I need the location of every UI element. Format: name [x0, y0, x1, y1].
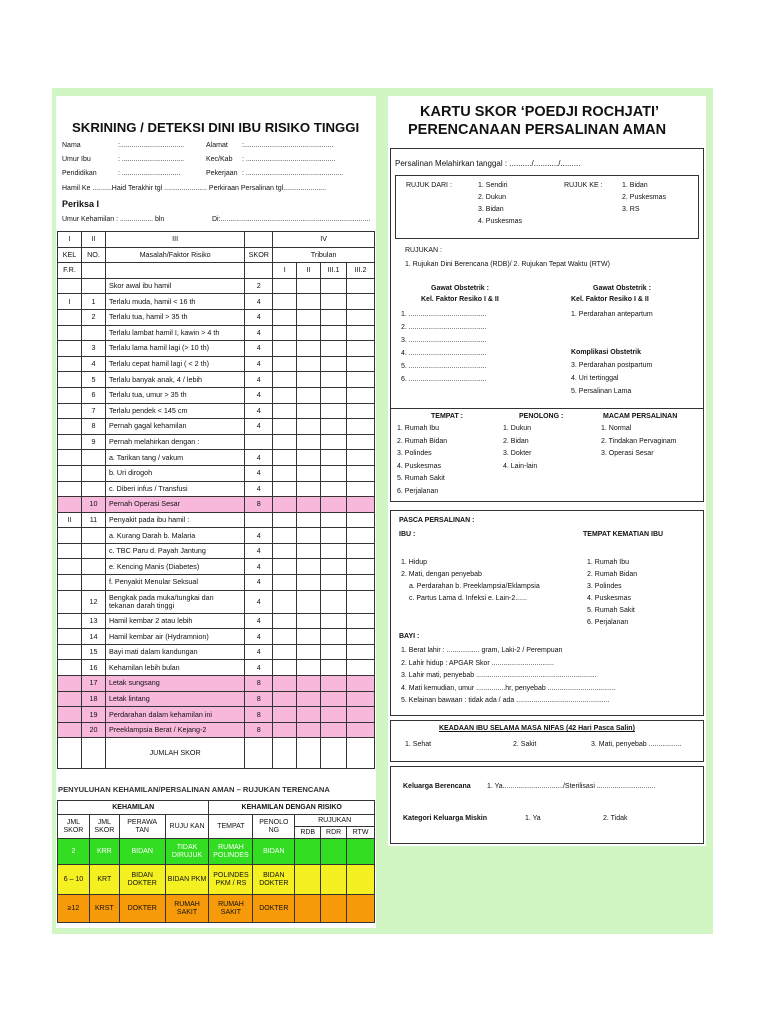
- tribulan-cell[interactable]: [347, 707, 375, 723]
- tribulan-cell[interactable]: [297, 294, 321, 310]
- tribulan-cell[interactable]: [347, 419, 375, 435]
- tribulan-cell[interactable]: [297, 676, 321, 692]
- risk-factor-row: 12 Bengkak pada muka/tungkai dan tekanan darah tinggi 4: [58, 590, 375, 613]
- risk-factor-row: Skor awal ibu hamil 2: [58, 278, 375, 294]
- tribulan-cell[interactable]: [297, 559, 321, 575]
- tribulan-cell[interactable]: [297, 403, 321, 419]
- tribulan-cell[interactable]: [347, 575, 375, 591]
- tribulan-cell[interactable]: [347, 629, 375, 645]
- tribulan-cell[interactable]: [321, 481, 347, 497]
- risk-factor-row: a. Kurang Darah b. Malaria 4: [58, 528, 375, 544]
- list-item: 4. ........................................: [401, 350, 487, 357]
- list-item: 3. ........................................: [401, 337, 487, 344]
- tribulan-cell[interactable]: [297, 644, 321, 660]
- risk-factor-row: Terlalu lambat hamil I, kawin > 4 th 4: [58, 325, 375, 341]
- list-item: 6. Perjalanan: [587, 619, 629, 626]
- tribulan-cell[interactable]: [321, 450, 347, 466]
- risk-factor-row: f. Penyakit Menular Seksual 4: [58, 575, 375, 591]
- tribulan-cell[interactable]: [347, 372, 375, 388]
- tribulan-cell[interactable]: [273, 372, 297, 388]
- tribulan-cell[interactable]: [297, 419, 321, 435]
- tribulan-cell[interactable]: [273, 590, 297, 613]
- list-item: 4. Puskesmas: [587, 595, 631, 602]
- risk-row-krst: ≥12 KRST DOKTER RUMAH SAKIT RUMAH SAKIT DOKTER: [58, 895, 375, 923]
- tribulan-cell[interactable]: [347, 481, 375, 497]
- tribulan-cell[interactable]: [273, 294, 297, 310]
- list-item: 5. Rumah Sakit: [397, 475, 445, 482]
- tribulan-cell[interactable]: [297, 543, 321, 559]
- risk-row-krt: 6 – 10 KRT BIDAN DOKTER BIDAN PKM POLINDES PKM / RS BIDAN DOKTER: [58, 865, 375, 895]
- tribulan-cell[interactable]: [297, 660, 321, 676]
- risk-factor-row: 20 Preeklampsia Berat / Kejang-2 8: [58, 722, 375, 738]
- tribulan-cell[interactable]: [273, 481, 297, 497]
- tribulan-cell[interactable]: [297, 341, 321, 357]
- tribulan-cell[interactable]: [347, 434, 375, 450]
- list-item: 1. ........................................: [401, 311, 487, 318]
- risk-factor-row: 15 Bayi mati dalam kandungan 4: [58, 644, 375, 660]
- tribulan-cell[interactable]: [347, 512, 375, 528]
- tribulan-cell[interactable]: [321, 660, 347, 676]
- tribulan-cell[interactable]: [347, 543, 375, 559]
- tribulan-cell[interactable]: [321, 434, 347, 450]
- risk-factor-row: 17 Letak sungsang 8: [58, 676, 375, 692]
- list-item: 3. Operasi Sesar: [601, 450, 654, 457]
- tribulan-cell[interactable]: [273, 575, 297, 591]
- tribulan-cell[interactable]: [321, 512, 347, 528]
- tribulan-cell[interactable]: [321, 325, 347, 341]
- risk-factor-row: 4 Terlalu cepat hamil lagi ( < 2 th) 4: [58, 356, 375, 372]
- risk-factor-row: c. TBC Paru d. Payah Jantung 4: [58, 543, 375, 559]
- tribulan-cell[interactable]: [273, 434, 297, 450]
- tribulan-cell[interactable]: [347, 403, 375, 419]
- tribulan-cell[interactable]: [273, 613, 297, 629]
- risk-factor-row: I 1 Terlalu muda, hamil < 16 th 4: [58, 294, 375, 310]
- tribulan-cell[interactable]: [347, 559, 375, 575]
- risk-factor-row: 10 Pernah Operasi Sesar 8: [58, 497, 375, 513]
- risk-factor-row: a. Tarikan tang / vakum 4: [58, 450, 375, 466]
- score-card-subtitle: PERENCANAAN PERSALINAN AMAN: [408, 122, 667, 138]
- pasca-persalinan-box: PASCA PERSALINAN : IBU : 1. Hidup 2. Mati, dengan penyebab a. Perdarahan b. Preeklampsia/Eklampsia c. Partus Lama d. Infeksi e. Lain-2...... TEMPAT KEMATIAN IBU BAYI : 1. Rumah Ibu 2. Rumah Bidan 3. Polindes 4. Puskesmas 5. Rumah Sakit 6. Perjalanan 1. Berat lahir : ................. gram, Laki-2 / Perempuan 2. Lahir hidup : APGAR Skor ................................ 3. Lahir mati, penyebab .............................................................. 4. Mati kemudian, umur ...............hr, penyebab ................................... 5. Kelainan bawaan : tidak ada / ada ................................................: [390, 510, 704, 716]
- tribulan-cell[interactable]: [297, 481, 321, 497]
- list-item: 4. Mati kemudian, umur ...............hr, penyebab ...................................: [401, 684, 616, 692]
- referral-plan-table: KEHAMILAN KEHAMILAN DENGAN RISIKO JML SKOR JML SKOR PERAWA TAN RUJU KAN TEMPAT PENOLO NG RUJUKAN RDB RDR RTW 2 KRR BIDAN TIDAK DIRUJUK RUMAH POLINDES BIDAN 6 – 10 KRT BIDAN DOKTER BIDAN PKM POLINDES PKM / RS BIDAN DOKTER ≥12 KRST DOKTER RUMAH SAKIT RUMAH SAKIT DOKTER: [57, 800, 375, 923]
- tribulan-cell[interactable]: [347, 722, 375, 738]
- tribulan-cell[interactable]: [347, 613, 375, 629]
- tribulan-cell[interactable]: [347, 660, 375, 676]
- tribulan-cell[interactable]: [297, 707, 321, 723]
- tribulan-cell[interactable]: [321, 575, 347, 591]
- tribulan-cell[interactable]: [273, 356, 297, 372]
- tribulan-cell[interactable]: [321, 372, 347, 388]
- risk-factor-row: c. Diberi infus / Transfusi 4: [58, 481, 375, 497]
- tribulan-cell[interactable]: [321, 387, 347, 403]
- tribulan-cell[interactable]: [347, 309, 375, 325]
- umur-kehamilan-field: Umur Kehamilan : ................. bln: [62, 216, 165, 223]
- tribulan-cell[interactable]: [347, 294, 375, 310]
- list-item: 1. Dukun: [503, 425, 532, 432]
- tribulan-cell[interactable]: [273, 644, 297, 660]
- risk-factor-row: 6 Terlalu tua, umur > 35 th 4: [58, 387, 375, 403]
- list-item: 5. ........................................: [401, 363, 487, 370]
- screening-title: SKRINING / DETEKSI DINI IBU RISIKO TINGGI: [72, 120, 360, 135]
- referral-box: Persalinan Melahirkan tanggal : ........../.........../......... RUJUK DARI : 1. Sendiri 2. Dukun 3. Bidan 4. Puskesmas RUJUK KE : 1. Bidan 2. Puskesmas 3. RS RUJUKAN : 1. Rujukan Dini Berencana (RDB)/ 2. Rujukan Tepat Waktu (RTW) Gawat Obstetrik : Kel. Faktor Resiko I & II Gawat Obstetrik : Kel. Faktor Resiko I & II 1. Perdarahan antepartum Komplikasi Obstetrik 3. Perdarahan postpartum 4. Uri tertinggal 5. Persalinan Lama 1. ........................................ 2. ........................................ 3. ........................................ 4. ........................................ 5. ........................................ 6. ........................................: [390, 148, 704, 450]
- tribulan-cell[interactable]: [347, 450, 375, 466]
- tribulan-cell[interactable]: [321, 691, 347, 707]
- tribulan-cell[interactable]: [273, 691, 297, 707]
- risk-factor-row: 9 Pernah melahirkan dengan :: [58, 434, 375, 450]
- risk-factor-row: 16 Kehamilan lebih bulan 4: [58, 660, 375, 676]
- tribulan-cell[interactable]: [297, 629, 321, 645]
- tribulan-cell[interactable]: [321, 403, 347, 419]
- di-field: Di:.............................................................................: [212, 216, 371, 223]
- tribulan-cell[interactable]: [347, 278, 375, 294]
- tribulan-cell[interactable]: [297, 722, 321, 738]
- tribulan-cell[interactable]: [321, 497, 347, 513]
- risk-factor-row: 14 Hamil kembar air (Hydramnion) 4: [58, 629, 375, 645]
- periksa-label: Periksa I: [62, 199, 100, 209]
- tribulan-cell[interactable]: [347, 341, 375, 357]
- risk-factor-row: 5 Terlalu banyak anak, 4 / lebih 4: [58, 372, 375, 388]
- tribulan-cell[interactable]: [273, 559, 297, 575]
- tribulan-cell[interactable]: [321, 356, 347, 372]
- list-item: 4. Puskesmas: [397, 462, 441, 470]
- list-item: 1. Normal: [601, 425, 632, 432]
- tribulan-cell[interactable]: [273, 341, 297, 357]
- risk-row-krr: 2 KRR BIDAN TIDAK DIRUJUK RUMAH POLINDES BIDAN: [58, 839, 375, 865]
- tribulan-cell[interactable]: [297, 613, 321, 629]
- tribulan-cell[interactable]: [321, 613, 347, 629]
- list-item: 3. Polindes: [397, 450, 432, 457]
- risk-factor-row: 2 Terlalu tua, hamil > 35 th 4: [58, 309, 375, 325]
- tribulan-cell[interactable]: [321, 676, 347, 692]
- tribulan-cell[interactable]: [297, 528, 321, 544]
- tribulan-cell[interactable]: [321, 629, 347, 645]
- tribulan-cell[interactable]: [297, 450, 321, 466]
- list-item: 1. Rumah Ibu: [397, 425, 440, 432]
- tribulan-cell[interactable]: [273, 543, 297, 559]
- tribulan-cell[interactable]: [347, 691, 375, 707]
- list-item: 6. ........................................: [401, 376, 487, 383]
- tribulan-cell[interactable]: [347, 465, 375, 481]
- list-item: 5. Rumah Sakit: [587, 607, 635, 614]
- tribulan-cell[interactable]: [297, 356, 321, 372]
- risk-factor-row: b. Uri dirogoh 4: [58, 465, 375, 481]
- tribulan-cell[interactable]: [273, 722, 297, 738]
- score-card-title: KARTU SKOR ‘POEDJI ROCHJATI’: [420, 104, 660, 120]
- tribulan-cell[interactable]: [321, 341, 347, 357]
- risk-factor-row: 3 Terlalu lama hamil lagi (> 10 th) 4: [58, 341, 375, 357]
- tribulan-cell[interactable]: [347, 528, 375, 544]
- tribulan-cell[interactable]: [297, 497, 321, 513]
- list-item: 2. Tindakan Pervaginam: [601, 437, 677, 445]
- risk-factor-row: II 11 Penyakit pada ibu hamil :: [58, 512, 375, 528]
- tribulan-cell[interactable]: [273, 419, 297, 435]
- tribulan-cell[interactable]: [273, 707, 297, 723]
- tribulan-cell[interactable]: [297, 434, 321, 450]
- tribulan-cell[interactable]: [347, 387, 375, 403]
- tribulan-cell[interactable]: [273, 450, 297, 466]
- penyuluhan-heading: PENYULUHAN KEHAMILAN/PERSALINAN AMAN – RUJUKAN TERENCANA: [58, 785, 330, 794]
- tribulan-cell[interactable]: [297, 575, 321, 591]
- list-item: 2. Rumah Bidan: [397, 437, 448, 445]
- tribulan-cell[interactable]: [321, 528, 347, 544]
- tribulan-cell[interactable]: [273, 309, 297, 325]
- list-item: 2. Lahir hidup : APGAR Skor ................................: [401, 659, 554, 667]
- tribulan-cell[interactable]: [321, 543, 347, 559]
- tribulan-cell[interactable]: [321, 707, 347, 723]
- risk-factor-row: e. Kencing Manis (Diabetes) 4: [58, 559, 375, 575]
- tribulan-cell[interactable]: [347, 325, 375, 341]
- tribulan-cell[interactable]: [321, 465, 347, 481]
- tribulan-cell[interactable]: [273, 497, 297, 513]
- list-item: 2. ........................................: [401, 324, 487, 331]
- risk-factor-row: 7 Terlalu pendek < 145 cm 4: [58, 403, 375, 419]
- jumlah-skor-row: JUMLAH SKOR: [58, 738, 375, 769]
- tribulan-cell[interactable]: [321, 419, 347, 435]
- screening-card: SKRINING / DETEKSI DINI IBU RISIKO TINGGI Nama :................................. Alamat :.............................................. Umur Ibu : ................................ Kec/Kab : .............................................. Pendidikan : .............................. Pekerjaan : .................................................. Hamil Ke ..........Haid Terakhir tgl ...................... Perkiraan Persalinan tgl...................... Periksa I Umur Kehamilan : ................. bln Di:............................................................................. I II III IV KEL NO. Masalah/Faktor Risiko SKOR Tribulan F.R. I II III.1 III.2 Skor awal ibu hamil 2 I 1 Terlalu muda, hamil < 16 th 4 2 Terlalu tua, hamil > 35 th 4 Terlalu lambat hamil I, kawin > 4 th 4 3 Terlalu lama hamil lagi (> 10 th) 4 4 Terlalu cepat hamil lagi ( < 2 th) 4 5 Terlalu banyak anak, 4 / lebih 4 6 Terlalu tua, umur > 35 th 4 7 Terlalu pendek < 145 cm 4 8 Pernah gagal kehamilan 4 9 Pernah melahirkan dengan : a. Tarikan tang / vakum 4 b. Uri dirogoh 4 c. Diberi infus / Transfusi 4 10 Pernah Operasi Sesar 8 II 11 Penyakit pada ibu hamil : a. Kurang Darah b. Malaria 4 c. TBC Paru d. Payah Jantung 4 e. Kencing Manis (Diabetes) 4 f. Penyakit Menular Seksual 4 12 Bengkak pada muka/tungkai dan tekanan darah tinggi 4 13 Hamil kembar 2 atau lebih 4 14 Hamil kembar air (Hydramnion) 4 15 Bayi mati dalam kandungan 4 16 Kehamilan lebih bulan 4 17 Letak sungsang 8 18 Letak lintang 8 19 Perdarahan dalam kehamilan ini 8 20 Preeklampsia Berat / Kejang-2 8 JUMLAH SKOR PENYULUHAN KEHAMILAN/PERSALINAN AMAN – RUJUKAN TERENCANA KEHAMILAN KEHAMILAN DENGAN RISIKO JML SKOR JML SKOR PERAWA TAN RUJU KAN TEMPAT PENOLO NG RUJUKAN RDB RDR RTW 2 KRR BIDAN TIDAK DIRUJUK RUMAH POLINDES BIDAN 6 – 10 KRT BIDAN DOKTER BIDAN PKM POLINDES PKM / RS BIDAN DOKTER ≥12 KRST DOKTER RUMAH SAKIT RUMAH SAKIT DOKTER: [56, 96, 376, 928]
- tribulan-cell[interactable]: [297, 512, 321, 528]
- tribulan-cell[interactable]: [297, 309, 321, 325]
- tribulan-cell[interactable]: [321, 559, 347, 575]
- kb-box: Keluarga Berencana 1. Ya.............................../Sterilisasi .............................. Kategori Keluarga Miskin 1. Ya 2. Tidak: [390, 766, 704, 844]
- tribulan-cell[interactable]: [273, 528, 297, 544]
- list-item: 4. Lain-lain: [503, 462, 538, 470]
- hamil-ke-field: Hamil Ke ..........Haid Terakhir tgl ...................... Perkiraan Persalinan tgl......................: [62, 185, 327, 192]
- tribulan-cell[interactable]: [273, 278, 297, 294]
- tribulan-cell[interactable]: [297, 325, 321, 341]
- risk-factor-row: 19 Perdarahan dalam kehamilan ini 8: [58, 707, 375, 723]
- rujuk-box: RUJUK DARI : 1. Sendiri 2. Dukun 3. Bidan 4. Puskesmas RUJUK KE : 1. Bidan 2. Puskesmas 3. RS: [395, 175, 699, 239]
- tribulan-cell[interactable]: [273, 676, 297, 692]
- tribulan-cell[interactable]: [321, 294, 347, 310]
- tribulan-cell[interactable]: [297, 387, 321, 403]
- tribulan-cell[interactable]: [297, 691, 321, 707]
- tribulan-cell[interactable]: [273, 512, 297, 528]
- tribulan-cell[interactable]: [297, 372, 321, 388]
- tribulan-cell[interactable]: [297, 465, 321, 481]
- risk-factor-row: 18 Letak lintang 8: [58, 691, 375, 707]
- tribulan-cell[interactable]: [273, 387, 297, 403]
- risk-factor-row: 13 Hamil kembar 2 atau lebih 4: [58, 613, 375, 629]
- list-item: 3. Polindes: [587, 583, 622, 590]
- list-item: 1. Berat lahir : ................. gram, Laki-2 / Perempuan: [401, 647, 563, 654]
- tribulan-cell[interactable]: [321, 590, 347, 613]
- list-item: 2. Bidan: [503, 437, 529, 445]
- persalinan-box: TEMPAT : PENOLONG : MACAM PERSALINAN 1. Rumah Ibu 2. Rumah Bidan 3. Polindes 4. Puskesmas 5. Rumah Sakit 6. Perjalanan 1. Dukun 2. Bidan 3. Dokter 4. Lain-lain 1. Normal 2. Tindakan Pervaginam 3. Operasi Sesar: [390, 408, 704, 502]
- risk-factor-table: I II III IV KEL NO. Masalah/Faktor Risiko SKOR Tribulan F.R. I II III.1 III.2 Skor awal ibu hamil 2 I 1 Terlalu muda, hamil < 16 th 4 2 Terlalu tua, hamil > 35 th 4 Terlalu lambat hamil I, kawin > 4 th 4 3 Terlalu lama hamil lagi (> 10 th) 4 4 Terlalu cepat hamil lagi ( < 2 th) 4 5 Terlalu banyak anak, 4 / lebih 4 6 Terlalu tua, umur > 35 th 4 7 Terlalu pendek < 145 cm 4 8 Pernah gagal kehamilan 4 9 Pernah melahirkan dengan : a. Tarikan tang / vakum 4 b. Uri dirogoh 4 c. Diberi infus / Transfusi 4 10 Pernah Operasi Sesar 8 II 11 Penyakit pada ibu hamil : a. Kurang Darah b. Malaria 4 c. TBC Paru d. Payah Jantung 4 e. Kencing Manis (Diabetes) 4 f. Penyakit Menular Seksual 4 12 Bengkak pada muka/tungkai dan tekanan darah tinggi 4 13 Hamil kembar 2 atau lebih 4 14 Hamil kembar air (Hydramnion) 4 15 Bayi mati dalam kandungan 4 16 Kehamilan lebih bulan 4 17 Letak sungsang 8 18 Letak lintang 8 19 Perdarahan dalam kehamilan ini 8 20 Preeklampsia Berat / Kejang-2 8 JUMLAH SKOR: [57, 231, 375, 769]
- tribulan-cell[interactable]: [347, 644, 375, 660]
- tribulan-cell[interactable]: [273, 325, 297, 341]
- list-item: 6. Perjalanan: [397, 487, 439, 495]
- list-item: 3. Lahir mati, penyebab ..............................................................: [401, 672, 597, 679]
- tribulan-cell[interactable]: [347, 497, 375, 513]
- risk-factor-row: 8 Pernah gagal kehamilan 4: [58, 419, 375, 435]
- tribulan-cell[interactable]: [297, 278, 321, 294]
- tribulan-cell[interactable]: [321, 722, 347, 738]
- tribulan-cell[interactable]: [321, 278, 347, 294]
- tribulan-cell[interactable]: [273, 465, 297, 481]
- list-item: 2. Rumah Bidan: [587, 571, 638, 578]
- tribulan-cell[interactable]: [321, 309, 347, 325]
- tribulan-cell[interactable]: [273, 660, 297, 676]
- tribulan-cell[interactable]: [273, 629, 297, 645]
- list-item: 1. Rumah Ibu: [587, 559, 630, 566]
- list-item: 5. Kelainan bawaan : tidak ada / ada ................................................: [401, 697, 610, 704]
- list-item: 3. Dokter: [503, 450, 532, 457]
- tribulan-cell[interactable]: [347, 590, 375, 613]
- tribulan-cell[interactable]: [297, 590, 321, 613]
- tribulan-cell[interactable]: [347, 356, 375, 372]
- tribulan-cell[interactable]: [347, 676, 375, 692]
- score-card: [388, 96, 706, 846]
- tribulan-cell[interactable]: [273, 403, 297, 419]
- nifas-box: KEADAAN IBU SELAMA MASA NIFAS (42 Hari Pasca Salin) 1. Sehat 2. Sakit 3. Mati, penyebab .................: [390, 720, 704, 762]
- tribulan-cell[interactable]: [321, 644, 347, 660]
